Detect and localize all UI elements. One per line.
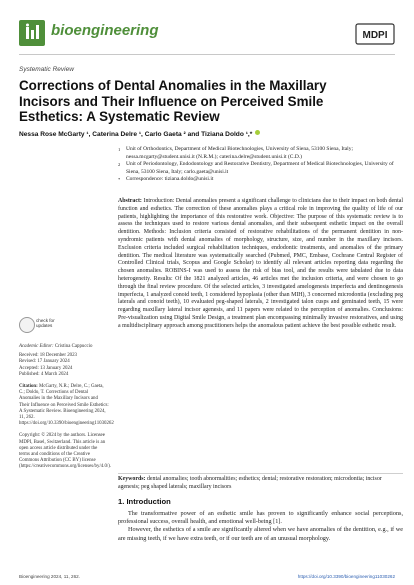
affiliation-text: Unit of Orthodontics, Department of Medical Biotechnologies, University of Siena, 53100 Siena, Italy; nessa.mcgarty@student.unisi.it (N.R.M.); caterina.delre@student.unisi.it (C.D.) — [126, 146, 353, 160]
author-names: Nessa Rose McGarty ¹, Caterina Delre ¹, Carlo Gaeta ² and Tiziana Doldo ¹,* — [19, 131, 253, 138]
check-updates-label: check for updates — [36, 318, 55, 329]
correspondence-text: Correspondence: tiziana.doldo@unisi.it — [126, 176, 214, 183]
affiliation-number: * — [118, 177, 121, 183]
publisher-logo — [355, 23, 395, 45]
date-accepted: Accepted: 13 January 2024 — [19, 365, 73, 371]
date-revised: Revised: 17 January 2024 — [19, 359, 70, 365]
header-divider — [19, 54, 395, 55]
footer-doi-link[interactable]: https://doi.org/10.3390/bioengineering11030262 — [297, 574, 395, 579]
publication-dates — [19, 353, 109, 378]
affiliation-1 — [118, 146, 403, 161]
orcid-icon[interactable] — [255, 130, 260, 135]
affiliations — [118, 146, 403, 184]
article-title: Corrections of Dental Anomalies in the Maxillary Incisors and Their Influence on Perceived Smile Esthetics: A Systematic Review — [19, 78, 327, 124]
correspondence — [118, 176, 403, 184]
date-received: Received: 18 December 2023 — [19, 353, 77, 359]
check-for-updates[interactable] — [19, 315, 59, 335]
affiliation-number: 2 — [118, 162, 121, 168]
abstract — [118, 198, 403, 331]
paragraph: The transformative power of an esthetic smile has proven to significantly enhance social perceptions, professional success, overall health, and emotional well-being [1]. — [118, 510, 403, 526]
keywords-label: Keywords: — [118, 476, 146, 482]
keywords-text: dental anomalies; tooth abnormalities; esthetics; dental; restorative restoration; microdontia; incisor agenesis; peg shaped laterals; maxillary incisors — [118, 476, 382, 490]
citation — [19, 384, 114, 427]
abstract-text: Introduction: Dental anomalies present a significant challenge to clinicians due to their impact on both dental function and esthetics. The correction of these anomalies plays a critical role in improving the quality of life of our patients, highlighting the importance of this restorative work. Objective: The purpose of this systematic review is to assess the techniques used to restore various dental anomalies, and their subsequent esthetic impact on the overall dentition. Methods: Inclusion criteria consisted of restorative rehabilitations of the permanent dentition in non-syndromic patients with dental anomalies of morphology, structure, size, and number in the maxillary incisors. Exclusion criteria included surgical rehabilitation techniques, endodontic treatments, and anomalies of the primary dentition. The medical literature was systematically searched (Pubmed, PMC, Embase, Cochrane Central Register of Controlled Clinical trials, Scopus and Google Scholar) to identify all relevant articles reporting data regarding the chosen anomalies. ROBINS-I was used to assess the risk of bias tool, and the results were tabulated due to data heterogeneity. Results: Of the 1821 analyzed articles, 46 articles met the inclusion criteria, and were chosen to go through the final review procedure. Of the selected articles, 3 investigated amelogenesis imperfecta and dentinogenesis imperfecta, 1 analyzed conoid teeth, 1 considered hypoplasia (other than MIH), 3 concerned microdontia (excluding peg laterals and conoid teeth), 10 evaluated peg-shaped laterals, 2 investigated talon cusps and geminated teeth, 15 were regarding maxillary lateral incisor agenesis, and 11 papers were related to the perception of anomalies. Conclusions: Pre-visualization using Digital Smile Design, a treatment plan encompassing minimally invasive restoratives, and using a multidisciplinary approach among practitioners helps the anomalous patient achieve the best possible esthetic result. — [118, 198, 403, 329]
copyright: Copyright: © 2024 by the authors. Licensee MDPI, Basel, Switzerland. This article is an open access article distributed under the terms and conditions of the Creative Commons Attribution (CC BY) license (https://creativecommons.org/licenses/by/4.0/). — [19, 433, 112, 470]
abstract-divider — [118, 473, 403, 474]
citation-text[interactable]: McGarty, N.R.; Delre, C.; Gaeta, C.; Doldo, T. Corrections of Dental Anomalies in the Maxillary Incisors and Their Influence on Perceived Smile Esthetics: A Systematic Review. Bioengineering 2024, 11, 262. https://doi.org/10.3390/bioengineering11030262 — [19, 384, 114, 427]
academic-editor: Cristina Cappuccio — [54, 344, 93, 349]
check-updates-icon — [19, 317, 35, 333]
sidebar-info — [19, 344, 114, 474]
author-list — [19, 130, 260, 138]
affiliation-text: Unit of Periodontology, Endodontology and Restorative Dentistry, Department of Medical Biotechnologies, University of Siena, 53100 Siena, Italy; carlo.gaeta@unisi.it — [126, 161, 394, 175]
introduction-body — [118, 510, 403, 543]
publisher-name: MDPI — [362, 30, 388, 41]
journal-logo — [19, 20, 45, 46]
footer-journal-ref: Bioengineering 2024, 11, 262. — [19, 574, 80, 579]
academic-editor-label: Academic Editor: — [19, 344, 54, 349]
article-type: Systematic Review — [19, 66, 74, 73]
affiliation-number: 1 — [118, 147, 121, 152]
affiliation-2 — [118, 161, 403, 176]
date-published: Published: 4 March 2024 — [19, 371, 69, 377]
keywords — [118, 476, 403, 492]
journal-name: bioengineering — [51, 22, 159, 39]
section-heading: 1. Introduction — [118, 497, 171, 506]
abstract-label: Abstract: — [118, 198, 142, 204]
paragraph: However, the esthetics of a smile are significantly altered when we have anomalies of the dentition, e.g., if we are missing teeth, if we have extra teeth, or if our teeth are of an unusual morphology. — [118, 526, 403, 542]
citation-label: Citation: — [19, 384, 38, 390]
